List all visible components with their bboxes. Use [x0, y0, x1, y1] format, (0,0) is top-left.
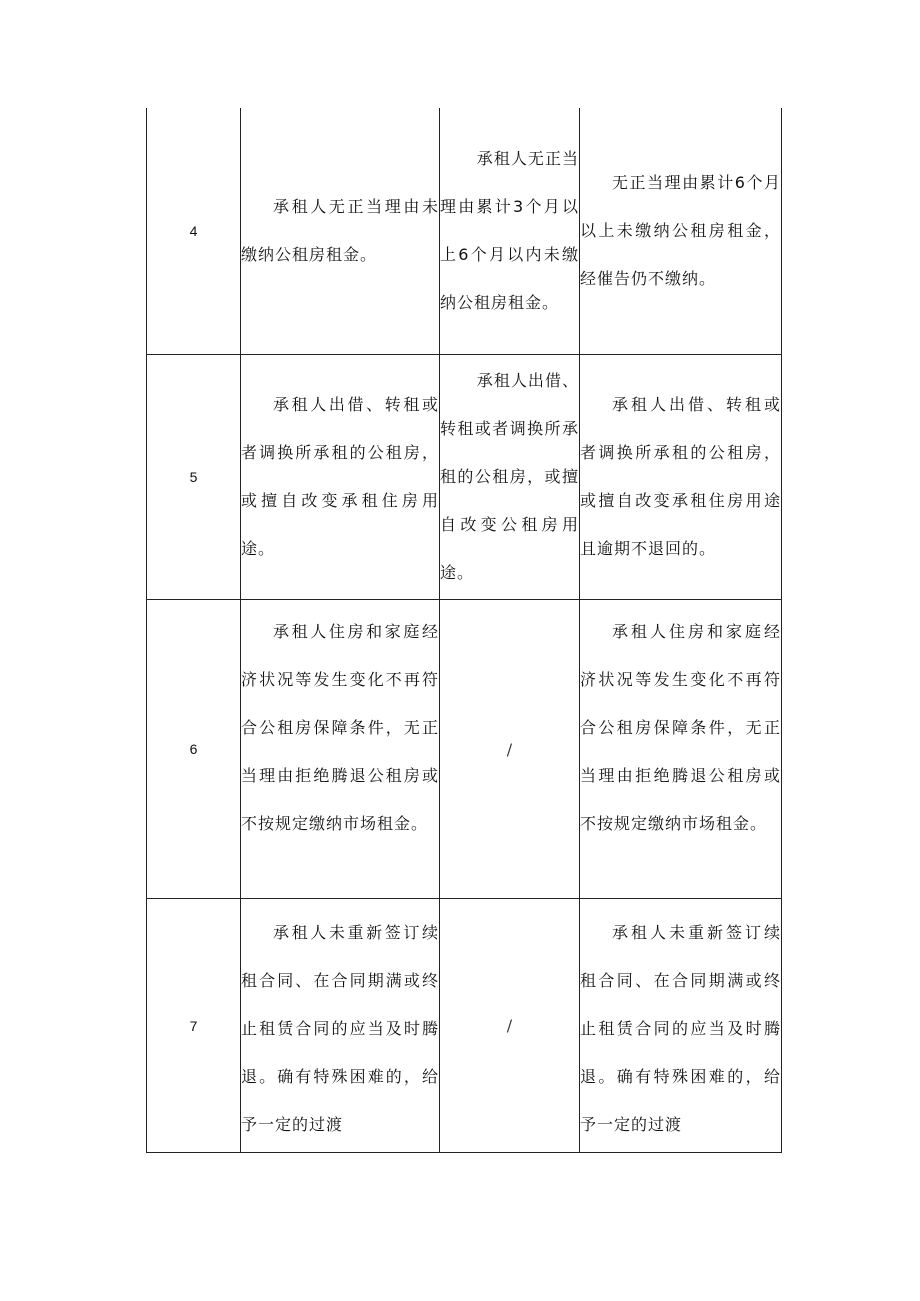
situation-cell: 承租人出借、转租或者调换所承租的公租房，或擅自改变承租住房用途。 — [241, 355, 440, 600]
situation-cell: 承租人未重新签订续租合同、在合同期满或终止租赁合同的应当及时腾退。确有特殊困难的，给予一定的过渡 — [241, 899, 440, 1153]
table-row — [147, 600, 782, 899]
minor-penalty-cell: / — [440, 899, 580, 1153]
minor-penalty-cell: 承租人无正当理由累计3个月以上6个月以内未缴纳公租房租金。 — [440, 108, 580, 355]
row-number: 4 — [147, 108, 241, 355]
major-penalty-cell: 无正当理由累计6个月以上未缴纳公租房租金，经催告仍不缴纳。 — [580, 108, 782, 355]
major-penalty-cell: 承租人未重新签订续租合同、在合同期满或终止租赁合同的应当及时腾退。确有特殊困难的，给予一定的过渡 — [580, 899, 782, 1153]
table-row — [147, 899, 782, 1153]
major-penalty-cell: 承租人住房和家庭经济状况等发生变化不再符合公租房保障条件，无正当理由拒绝腾退公租房或不按规定缴纳市场租金。 — [580, 600, 782, 899]
violation-table — [146, 108, 782, 1153]
row-number: 7 — [147, 899, 241, 1153]
row-number: 5 — [147, 355, 241, 600]
table-row — [147, 108, 782, 355]
situation-cell: 承租人无正当理由未缴纳公租房租金。 — [241, 108, 440, 355]
minor-penalty-cell: / — [440, 600, 580, 899]
major-penalty-cell: 承租人出借、转租或者调换所承租的公租房，或擅自改变承租住房用途且逾期不退回的。 — [580, 355, 782, 600]
minor-penalty-cell: 承租人出借、转租或者调换所承租的公租房，或擅自改变公租房用途。 — [440, 355, 580, 600]
situation-cell: 承租人住房和家庭经济状况等发生变化不再符合公租房保障条件，无正当理由拒绝腾退公租房或不按规定缴纳市场租金。 — [241, 600, 440, 899]
table-row — [147, 355, 782, 600]
row-number: 6 — [147, 600, 241, 899]
